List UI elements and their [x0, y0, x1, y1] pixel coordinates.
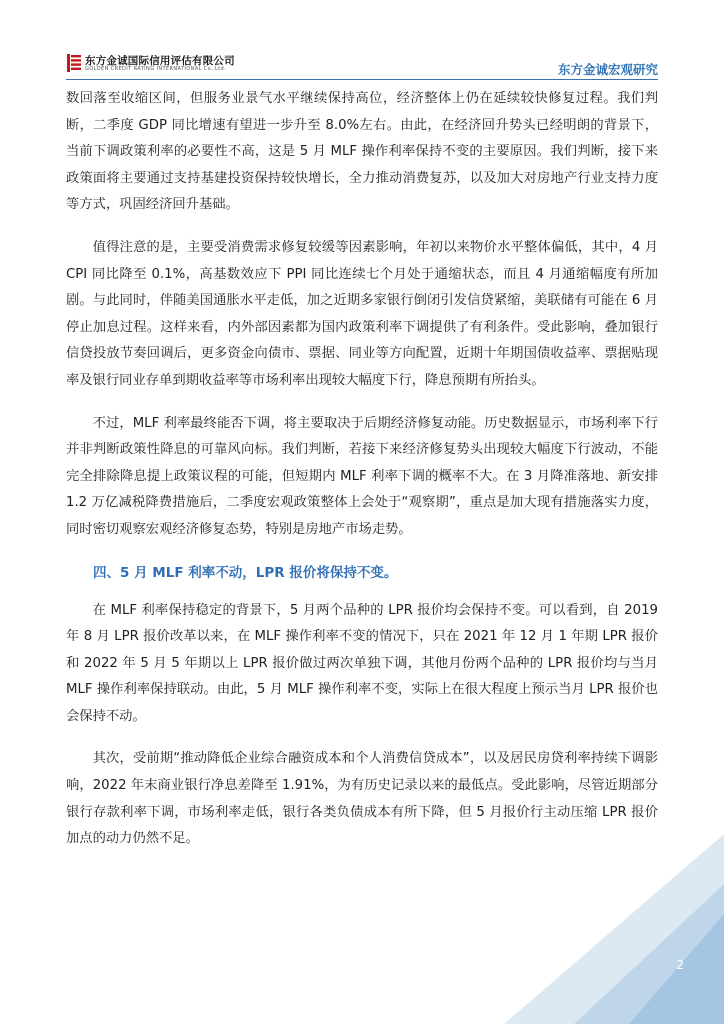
body-paragraph: 其次，受前期“推动降低企业综合融资成本和个人消费信贷成本”，以及居民房贷利率持续下调影响，2022 年末商业银行净息差降至 1.91%，为有历史记录以来的最低点。受此影响，尽管近期部分银行存款利率下调，市场利率走低，银行各类负债成本有所下降，但 5 月报价行主动压缩 LPR 报价加点的动力仍然不足。: [66, 751, 658, 847]
page-header: [0, 0, 724, 82]
corner-decoration: [424, 764, 724, 1024]
company-name-en: GOLDEN CREDIT RATING INTERNATIONAL Co.,Ltd.: [85, 66, 227, 72]
page-number: 2: [676, 958, 684, 972]
report-series-title: 东方金诚宏观研究: [557, 62, 658, 77]
body-paragraph: 值得注意的是，主要受消费需求修复较缓等因素影响，年初以来物价水平整体偏低，其中，4 月 CPI 同比降至 0.1%，高基数效应下 PPI 同比连续七个月处于通缩状态，而且 4 月通缩幅度有所加剧。与此同时，伴随美国通胀水平走低，加之近期多家银行倒闭引发信贷紧缩，美联储有可能在 6 月停止加息过程。这样来看，内外部因素都为国内政策利率下调提供了有利条件。受此影响，叠加银行信贷投放节奏回调后，更多资金向债市、票据、同业等方向配置，近期十年期国债收益率、票据贴现率及银行同业存单到期收益率等市场利率出现较大幅度下行，降息预期有所抬头。: [66, 239, 658, 388]
company-logo-icon: [67, 54, 81, 72]
header-divider: [66, 79, 658, 80]
document-body: [66, 86, 658, 869]
section-heading: 四、5 月 MLF 利率不动，LPR 报价将保持不变。: [93, 564, 398, 581]
company-name-cn: 东方金诚国际信用评估有限公司: [85, 55, 235, 67]
body-paragraph: 数回落至收缩区间，但服务业景气水平继续保持高位，经济整体上仍在延续较快修复过程。我们判断，二季度 GDP 同比增速有望进一步升至 8.0%左右。由此，在经济回升势头已经明朗的背景下，当前下调政策利率的必要性不高，这是 5 月 MLF 操作利率保持不变的主要原因。我们判断，接下来政策面将主要通过支持基建投资保持较快增长，全力推动消费复苏，以及加大对房地产行业支持力度等方式，巩固经济回升基础。: [66, 91, 658, 213]
body-paragraph: 在 MLF 利率保持稳定的背景下，5 月两个品种的 LPR 报价均会保持不变。可以看到，自 2019 年 8 月 LPR 报价改革以来，在 MLF 操作利率不变的情况下，只在 2021 年 12 月 1 年期 LPR 报价和 2022 年 5 月 5 年期以上 LPR 报价做过两次单独下调，其他月份两个品种的 LPR 报价均与当月 MLF 操作利率保持联动。由此，5 月 MLF 操作利率不变，实际上在很大程度上预示当月 LPR 报价也会保持不动。: [66, 602, 658, 724]
body-paragraph: 不过，MLF 利率最终能否下调，将主要取决于后期经济修复动能。历史数据显示，市场利率下行并非判断政策性降息的可靠风向标。我们判断，若接下来经济修复势头出现较大幅度下行波动，不能完全排除降息提上政策议程的可能，但短期内 MLF 利率下调的概率不大。在 3 月降准落地、新安排 1.2 万亿减税降费措施后，二季度宏观政策整体上会处于“观察期”，重点是加大现有措施落实力度，同时密切观察宏观经济修复态势，特别是房地产市场走势。: [66, 415, 658, 537]
